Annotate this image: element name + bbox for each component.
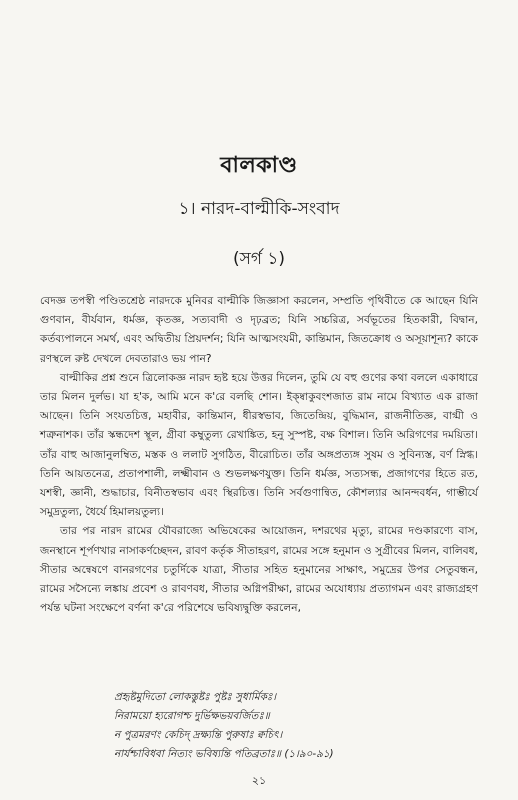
paragraph: বেদজ্ঞ তপস্বী পণ্ডিতশ্রেষ্ঠ নারদকে মুনিবর বাল্মীকি জিজ্ঞাসা করলেন, সম্প্রতি পৃথিবীতে কে আছেন যিনি গুণবান, বীর্যবান, ধর্মজ্ঞ, কৃতজ্ঞ, সত্যবাদী ও দৃঢ়ব্রত; যিনি সচ্চরিত্র, সর্বভূতের হিতকারী, বিদ্বান, কর্তব্যপালনে সমর্থ, এবং অদ্বিতীয় প্রিয়দর্শন; যিনি আত্মসংযমী, কান্তিমান, জিতক্রোধ ও অসূয়াশূন্য? কাকে রণস্থলে রুষ্ট দেখলে দেবতারাও ভয় পান? — [40, 295, 478, 365]
book-title: বালকাণ্ড — [220, 153, 298, 178]
paragraph: বাল্মীকির প্রশ্ন শুনে ত্রিলোকজ্ঞ নারদ হৃষ্ট হয়ে উত্তর দিলেন, তুমি যে বহু গুণের কথা বললে একাধারে তার মিলন দুর্লভ। যা হ'ক, আমি মনে ক'রে বলছি শোন। ইক্ষ্বাকুবংশজাত রাম নামে বিখ্যাত এক রাজা আছেন। তিনি সংযতচিত্ত, মহাবীর, কান্তিমান, ধীরস্বভাব, জিতেন্দ্রিয়, বুদ্ধিমান, রাজনীতিজ্ঞ, বাগ্মী ও শত্রুনাশক। তাঁর স্কন্ধদেশ স্থূল, গ্রীবা কম্বুতুল্য রেখাঙ্কিত, হনু সুস্পষ্ট, বক্ষ বিশাল। তিনি অরিগণের দময়িতা। তাঁর বাহু আজানুলম্বিত, মস্তক ও ললাট সুগঠিত, বীরোচিত। তাঁর অঙ্গপ্রত্যঙ্গ সুষম ও সুবিন্যস্ত, বর্ণ স্নিগ্ধ। তিনি আয়তনেত্র, প্রতাপশালী, লক্ষ্মীবান ও শুভলক্ষণযুক্ত। তিনি ধর্মজ্ঞ, সত্যসন্ধ, প্রজাগণের হিতে রত, যশস্বী, জ্ঞানী, শুদ্ধাচার, বিনীতস্বভাব এবং স্থিরচিত্ত। তিনি সর্বগুণান্বিত, কৌশল্যার আনন্দবর্ধন, গাম্ভীর্যে সমুদ্রতুল্য, ধৈর্যে হিমালয়তুল্য। — [40, 371, 478, 519]
paragraph: তার পর নারদ রামের যৌবরাজ্যে অভিষেকের আয়োজন, দশরথের মৃত্যু, রামের দণ্ডকারণ্যে বাস, জনস্থানে শূর্পণখার নাসাকর্ণচ্ছেদন, রাবণ কর্তৃক সীতাহরণ, রামের সঙ্গে হনুমান ও সুগ্রীবের মিলন, বালিবধ, সীতার অন্বেষণে বানরগণের চতুর্দিকে যাত্রা, সীতার সহিত হনুমানের সাক্ষাৎ, সমুদ্রের উপর সেতুবন্ধন, রামের সসৈন্যে লঙ্কায় প্রবেশ ও রাবণবধ, সীতার অগ্নিপরীক্ষা, রামের অযোধ্যায় প্রত্যাগমন এবং রাজ্যগ্রহণ পর্যন্ত ঘটনা সংক্ষেপে বর্ণনা ক'রে পরিশেষে ভবিষ্যদ্বুক্তি করলেন, — [40, 525, 478, 615]
verse-line: ন পুত্রমরণং কেচিদ্ দ্রক্ষ্যন্তি পুরুষাঃ ক্বচিৎ। — [114, 729, 283, 741]
sanskrit-verse — [114, 688, 484, 764]
page-number: ২১ — [251, 774, 267, 787]
verse-line: নার্যশ্চাবিধবা নিত্যং ভবিষ্যন্তি পতিব্রতাঃ॥ (১।৯০-৯১) — [114, 748, 334, 760]
verse-line: নিরাময়ো হ্যরোগশ্চ দুর্ভিক্ষভয়বর্জিতঃ॥ — [114, 710, 270, 722]
chapter-title: ১। নারদ-বাল্মীকি-সংবাদ — [178, 199, 340, 219]
body-text — [40, 292, 478, 618]
sarga-heading: (সর্গ ১) — [232, 249, 286, 269]
verse-line: প্রহৃষ্টমুদিতো লোকস্তুষ্টঃ পুষ্টঃ সুধার্মিকঃ। — [114, 691, 277, 703]
